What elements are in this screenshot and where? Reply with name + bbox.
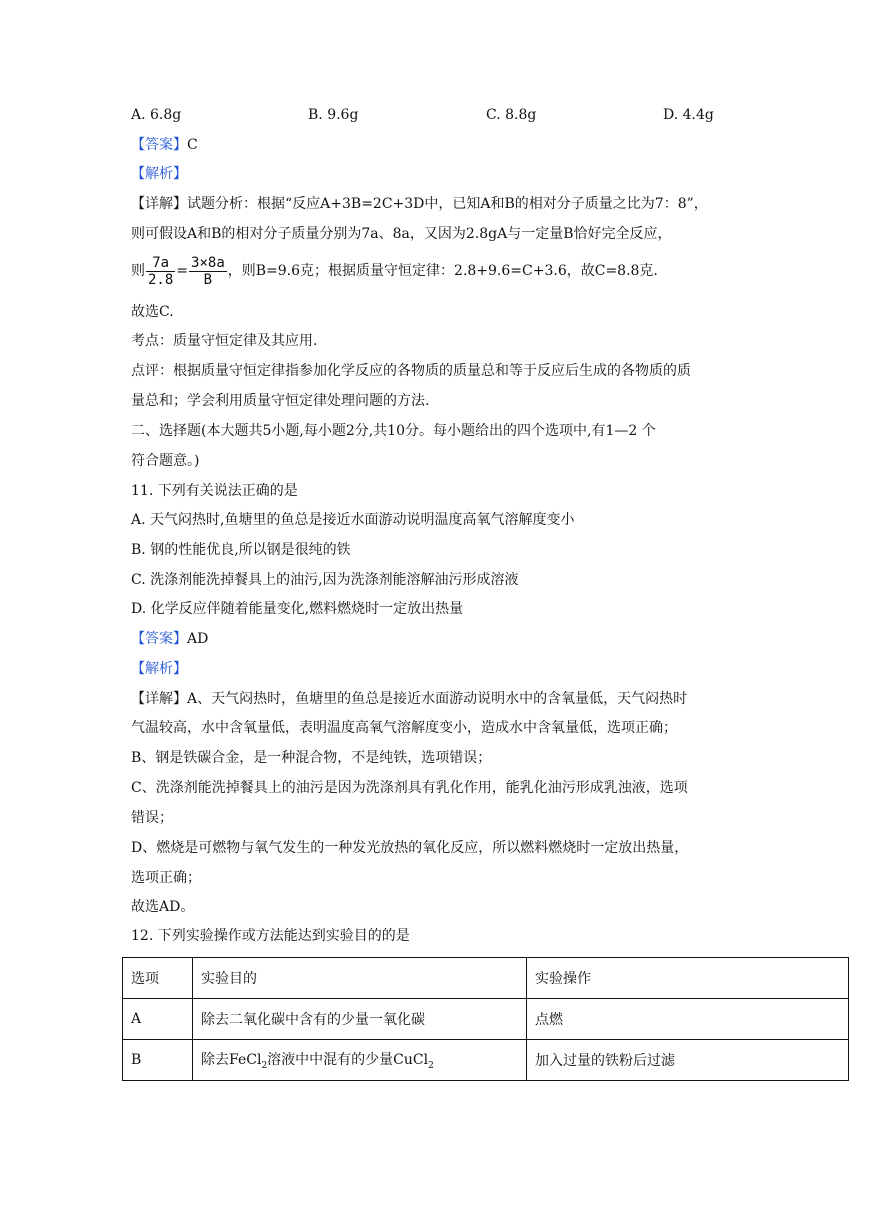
q11-detail-3: B、钢是铁碳合金，是一种混合物，不是纯铁，选项错误； [131, 750, 492, 766]
row-goal: 除去二氧化碳中含有的少量一氧化碳 [193, 999, 527, 1040]
row-option: B [123, 1040, 193, 1081]
q11-detail-tag: 【详解】 [131, 691, 187, 707]
q11-detail-2: 气温较高，水中含氧量低，表明温度高氧气溶解度变小，造成水中含氧量低，选项正确； [131, 720, 677, 736]
analysis-tag: 【解析】 [131, 166, 187, 182]
table-row [123, 1040, 849, 1081]
answer-value: C [187, 137, 198, 153]
q11-answer-line [131, 629, 208, 649]
q12-stem: 12. 下列实验操作或方法能达到实验目的的是 [131, 928, 410, 944]
section-heading-1: 二、选择题(本大题共5小题,每小题2分,共10分。每小题给出的四个选项中,有1—2 个 [131, 423, 656, 439]
ze-text: 则 [131, 263, 145, 279]
row-goal [193, 1040, 527, 1081]
q11-analysis-tag: 【解析】 [131, 661, 187, 677]
q11-option-c: C. 洗涤剂能洗掉餐具上的油污,因为洗涤剂能溶解油污形成溶液 [131, 572, 519, 588]
goal-text-2: 溶液中中混有的少量CuCl [267, 1052, 429, 1069]
row-operation: 点燃 [527, 999, 849, 1040]
detail-tag: 【详解】 [131, 196, 187, 212]
q11-detail-8: 故选AD。 [131, 899, 195, 915]
row-operation: 加入过量的铁粉后过滤 [527, 1040, 849, 1081]
row-option: A [123, 999, 193, 1040]
q11-option-b: B. 钢的性能优良,所以钢是很纯的铁 [131, 542, 351, 558]
fraction-2-denominator: B [203, 271, 213, 288]
experiment-table [122, 957, 849, 1081]
q11-answer-tag: 【答案】 [131, 631, 187, 647]
option-d: D. 4.4g [663, 107, 714, 123]
q11-detail-text-1: A、天气闷热时，鱼塘里的鱼总是接近水面游动说明水中的含氧量低，天气闷热时 [187, 691, 688, 707]
option-a: A. 6.8g [131, 107, 182, 123]
header-goal: 实验目的 [193, 958, 527, 999]
q11-stem: 11. 下列有关说法正确的是 [131, 483, 298, 499]
q11-detail-4: C、洗涤剂能洗掉餐具上的油污是因为洗涤剂具有乳化作用，能乳化油污形成乳浊液，选项 [131, 780, 688, 796]
q11-answer-value: AD [187, 631, 209, 647]
fraction-2 [189, 255, 227, 288]
fraction-1 [146, 255, 175, 288]
answer-tag: 【答案】 [131, 137, 187, 153]
q11-detail-6: D、燃烧是可燃物与氧气发生的一种发光放热的氧化反应，所以燃料燃烧时一定放出热量， [131, 840, 689, 856]
fraction-1-numerator: 7a [146, 255, 175, 272]
subscript-2: 2 [428, 1060, 434, 1071]
header-operation: 实验操作 [527, 958, 849, 999]
answer-line [131, 135, 198, 155]
q11-detail-1 [131, 689, 687, 709]
option-b: B. 9.6g [308, 107, 359, 123]
detail-text-1: 试题分析：根据“反应A+3B=2C+3D中，已知A和B的相对分子质量之比为7：8”， [187, 196, 708, 212]
q11-option-d: D. 化学反应伴随着能量变化,燃料燃烧时一定放出热量 [131, 601, 464, 617]
equals-sign: = [176, 263, 189, 279]
dianping-line-1: 点评：根据质量守恒定律指参加化学反应的各物质的质量总和等于反应后生成的各物质的质 [131, 363, 691, 379]
header-option: 选项 [123, 958, 193, 999]
q11-detail-5: 错误； [131, 810, 173, 826]
table-header-row [123, 958, 849, 999]
goal-text-1: 除去FeCl [201, 1052, 262, 1069]
fraction-line [131, 252, 658, 290]
subscript-1: 2 [261, 1060, 268, 1071]
fraction-2-numerator: 3×8a [191, 254, 225, 271]
kaodian-line: 考点：质量守恒定律及其应用. [131, 333, 318, 349]
detail-line-1 [131, 194, 708, 214]
choice-line: 故选C. [131, 304, 174, 320]
detail-line-2: 则可假设A和B的相对分子质量分别为7a、8a，又因为2.8gA与一定量B恰好完全反应， [131, 226, 672, 242]
detail-text-3: ，则B=9.6克；根据质量守恒定律：2.8+9.6=C+3.6，故C=8.8克. [227, 263, 658, 279]
section-heading-2: 符合题意。) [131, 453, 200, 469]
fraction-1-denominator: 2.8 [148, 271, 174, 288]
table-row [123, 999, 849, 1040]
dianping-line-2: 量总和；学会利用质量守恒定律处理问题的方法. [131, 393, 430, 409]
q11-option-a: A. 天气闷热时,鱼塘里的鱼总是接近水面游动说明温度高氧气溶解度变小 [131, 512, 575, 528]
option-c: C. 8.8g [486, 107, 537, 123]
q11-detail-7: 选项正确； [131, 870, 201, 886]
